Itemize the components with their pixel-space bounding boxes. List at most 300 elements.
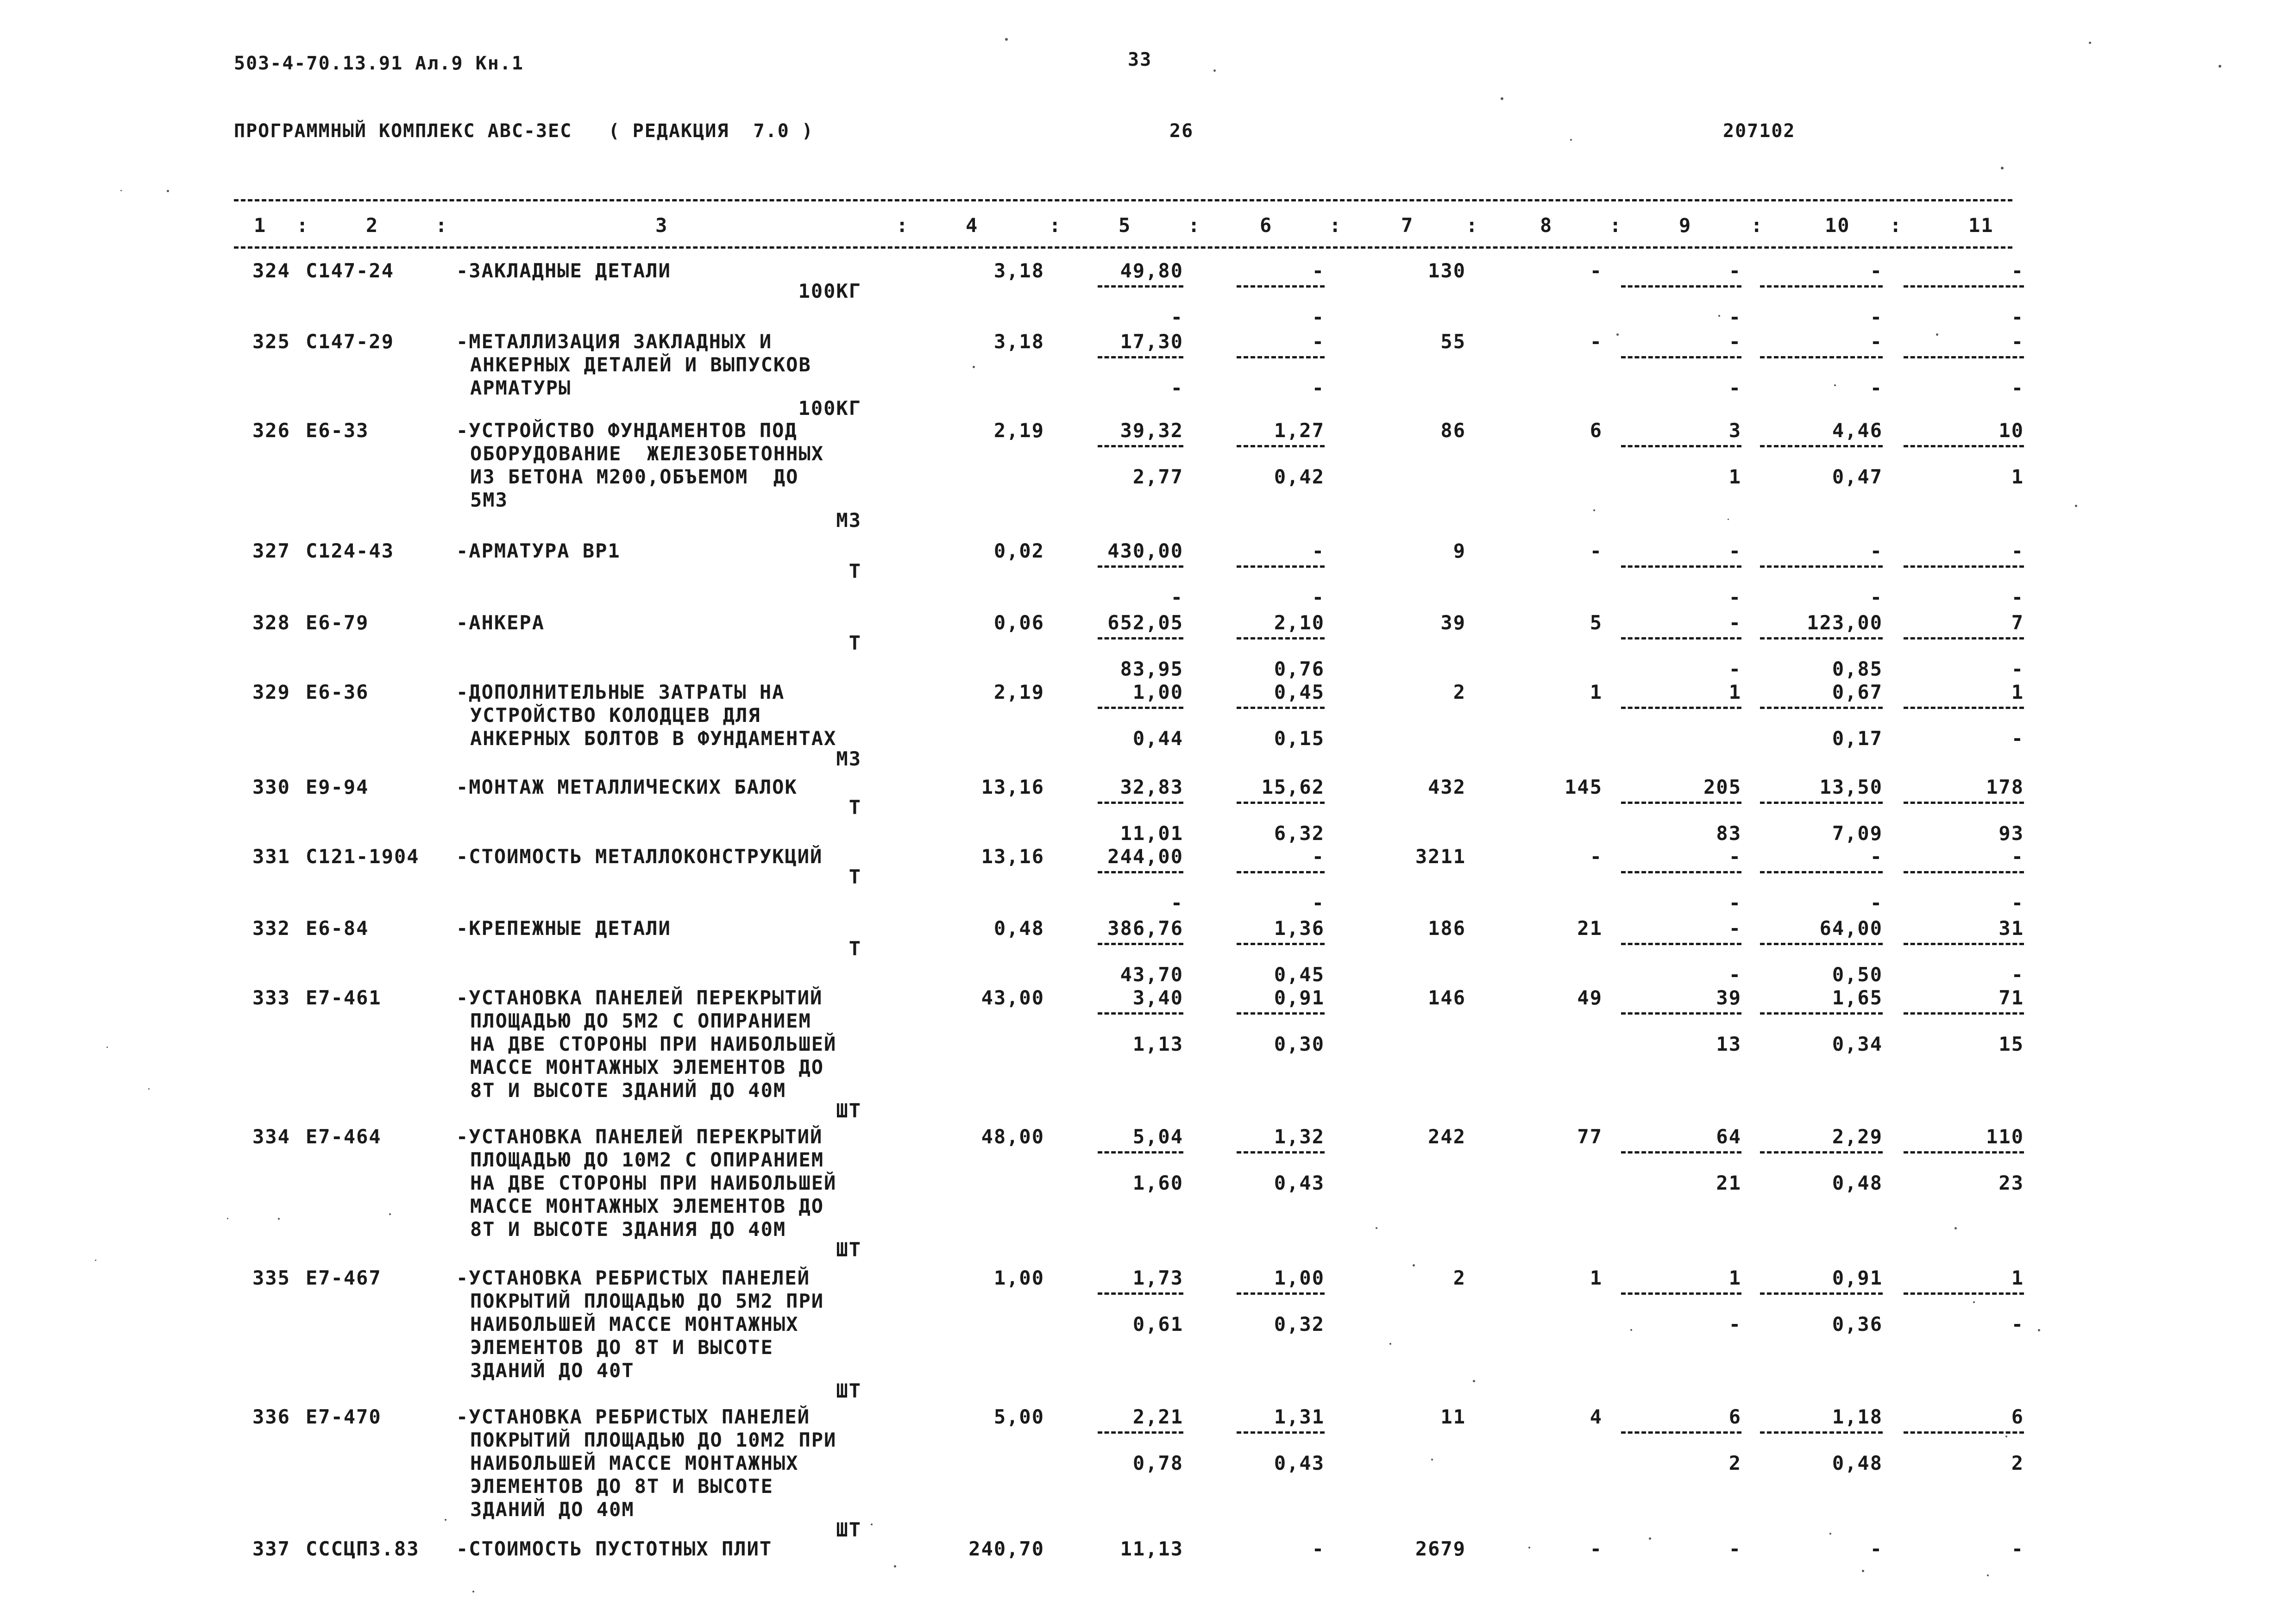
- table-header-rule: [234, 246, 2012, 249]
- cell-c5: 3,40: [1132, 986, 1183, 1009]
- cell-c8: 5: [1590, 611, 1603, 634]
- cell-c7: 9: [1453, 539, 1466, 562]
- column-number: 7: [1401, 214, 1414, 237]
- cell-c9-secondary: -: [1728, 963, 1741, 986]
- cell-c6: -: [1312, 330, 1325, 353]
- column-number: 9: [1679, 214, 1692, 237]
- scan-speck: [95, 1260, 96, 1261]
- scan-speck: [1213, 69, 1216, 72]
- scan-speck: [120, 190, 122, 191]
- cell-c5-secondary: -: [1170, 306, 1183, 328]
- cell-c9: -: [1728, 845, 1741, 868]
- row-description-line: -АРМАТУРА ВР1: [456, 539, 621, 562]
- row-code: Е6-84: [306, 917, 369, 940]
- cell-c10: 123,00: [1807, 611, 1883, 634]
- cell-c10: 1,18: [1832, 1405, 1883, 1428]
- cell-divider: [1237, 1012, 1325, 1015]
- cell-c9-secondary: 21: [1716, 1172, 1741, 1194]
- cell-c10: -: [1870, 539, 1883, 562]
- row-description-line: -КРЕПЕЖНЫЕ ДЕТАЛИ: [456, 917, 671, 940]
- cell-c11: -: [2011, 845, 2024, 868]
- column-separator: :: [1049, 214, 1062, 237]
- row-description-line: АНКЕРНЫХ ДЕТАЛЕЙ И ВЫПУСКОВ: [470, 353, 811, 376]
- row-description-line: ЗДАНИЙ ДО 40Т: [470, 1359, 635, 1382]
- cell-c6-secondary: 0,32: [1274, 1313, 1325, 1336]
- column-separator: :: [1751, 214, 1764, 237]
- scan-speck: [1862, 1570, 1864, 1572]
- row-description-line: -СТОИМОСТЬ ПУСТОТНЫХ ПЛИТ: [456, 1537, 773, 1560]
- row-description-line: ПОКРЫТИЙ ПЛОЩАДЬЮ ДО 10М2 ПРИ: [470, 1429, 837, 1451]
- cell-divider: [1904, 1151, 2024, 1154]
- scan-speck: [1389, 1343, 1391, 1345]
- row-description-line: -УСТАНОВКА ПАНЕЛЕЙ ПЕРЕКРЫТИЙ: [456, 1125, 823, 1148]
- cell-divider: [1098, 565, 1183, 568]
- row-code: Е7-464: [306, 1125, 382, 1148]
- page-number: 33: [1128, 49, 1152, 70]
- scan-speck: [2218, 65, 2221, 68]
- cell-c6: 15,62: [1261, 776, 1325, 798]
- row-description-line: АРМАТУРЫ: [470, 376, 572, 399]
- cell-c6-secondary: 0,15: [1274, 727, 1325, 750]
- scan-speck: [1528, 1547, 1530, 1549]
- cell-divider: [1098, 1151, 1183, 1154]
- row-code: Е7-461: [306, 986, 382, 1009]
- row-code: С121-1904: [306, 845, 420, 868]
- scan-speck: [1834, 384, 1836, 386]
- column-separator: :: [435, 214, 448, 237]
- cell-c8: 49: [1577, 986, 1603, 1009]
- row-number: 330: [252, 776, 290, 798]
- column-number: 3: [655, 214, 668, 237]
- cell-c6-secondary: 0,42: [1274, 465, 1325, 488]
- row-description-line: -УСТАНОВКА РЕБРИСТЫХ ПАНЕЛЕЙ: [456, 1267, 811, 1289]
- cell-c11-secondary: -: [2011, 658, 2024, 680]
- cell-c10: -: [1870, 845, 1883, 868]
- cell-c6-secondary: 0,43: [1274, 1452, 1325, 1474]
- cell-divider: [1098, 871, 1183, 873]
- cell-c9-secondary: -: [1728, 586, 1741, 608]
- cell-c5-secondary: 1,60: [1132, 1172, 1183, 1194]
- cell-c11-secondary: -: [2011, 1313, 2024, 1336]
- row-number: 335: [252, 1267, 290, 1289]
- cell-c8: -: [1590, 330, 1603, 353]
- cell-c10: 2,29: [1832, 1125, 1883, 1148]
- cell-divider: [1904, 802, 2024, 804]
- table-top-rule: [234, 199, 2012, 201]
- cell-c9: -: [1728, 917, 1741, 940]
- column-separator: :: [1188, 214, 1201, 237]
- row-description-line: 8Т И ВЫСОТЕ ЗДАНИЯ ДО 40М: [470, 1218, 786, 1241]
- cell-c11: 1: [2011, 1267, 2024, 1289]
- cell-divider: [1621, 1012, 1741, 1015]
- cell-divider: [1904, 356, 2024, 358]
- cell-divider: [1904, 871, 2024, 873]
- cell-c6: 0,45: [1274, 681, 1325, 703]
- cell-c9: -: [1728, 330, 1741, 353]
- cell-c7: 130: [1428, 259, 1466, 282]
- cell-c9: 3: [1728, 419, 1741, 442]
- cell-c5: 1,73: [1132, 1267, 1183, 1289]
- cell-c4: 13,16: [981, 845, 1044, 868]
- cell-divider: [1760, 1292, 1883, 1295]
- cell-c7: 146: [1428, 986, 1466, 1009]
- column-number: 6: [1260, 214, 1273, 237]
- cell-c5: 386,76: [1107, 917, 1183, 940]
- row-description-line: -АНКЕРА: [456, 611, 545, 634]
- scan-speck: [1936, 333, 1938, 336]
- cell-c5: 1,00: [1132, 681, 1183, 703]
- cell-c9-secondary: 83: [1716, 822, 1741, 845]
- cell-c4: 240,70: [968, 1537, 1044, 1560]
- cell-c11-secondary: 2: [2011, 1452, 2024, 1474]
- cell-c11-secondary: -: [2011, 891, 2024, 914]
- cell-c11: -: [2011, 539, 2024, 562]
- row-description-line: -МЕТАЛЛИЗАЦИЯ ЗАКЛАДНЫХ И: [456, 330, 773, 353]
- cell-c10: -: [1870, 259, 1883, 282]
- scan-speck: [1005, 38, 1008, 41]
- row-number: 325: [252, 330, 290, 353]
- cell-c5: 430,00: [1107, 539, 1183, 562]
- row-description-line: НАИБОЛЬШЕЙ МАССЕ МОНТАЖНЫХ: [470, 1313, 799, 1336]
- row-description-line: ПОКРЫТИЙ ПЛОЩАДЬЮ ДО 5М2 ПРИ: [470, 1290, 824, 1312]
- cell-divider: [1237, 871, 1325, 873]
- cell-divider: [1621, 871, 1741, 873]
- cell-divider: [1621, 802, 1741, 804]
- cell-divider: [1760, 802, 1883, 804]
- cell-c4: 48,00: [981, 1125, 1044, 1148]
- column-number: 8: [1540, 214, 1553, 237]
- cell-divider: [1760, 356, 1883, 358]
- cell-c11: 6: [2011, 1405, 2024, 1428]
- cell-divider: [1904, 1431, 2024, 1434]
- row-description-line: ОБОРУДОВАНИЕ ЖЕЛЕЗОБЕТОННЫХ: [470, 442, 824, 465]
- cell-c6: -: [1312, 259, 1325, 282]
- column-number: 4: [966, 214, 979, 237]
- cell-c10: 4,46: [1832, 419, 1883, 442]
- cell-divider: [1237, 445, 1325, 447]
- cell-c10: -: [1870, 330, 1883, 353]
- row-code: СССЦП3.83: [306, 1537, 420, 1560]
- row-code: С147-29: [306, 330, 395, 353]
- cell-c5: 49,80: [1120, 259, 1183, 282]
- cell-c6-secondary: 0,30: [1274, 1033, 1325, 1055]
- cell-c5-secondary: 43,70: [1120, 963, 1183, 986]
- scan-speck: [894, 1565, 896, 1568]
- cell-c9: 39: [1716, 986, 1741, 1009]
- cell-c9: 64: [1716, 1125, 1741, 1148]
- cell-c11-secondary: 15: [1998, 1033, 2024, 1055]
- cell-divider: [1760, 943, 1883, 945]
- row-unit: ШТ: [836, 1379, 861, 1402]
- cell-c9: -: [1728, 539, 1741, 562]
- column-separator: :: [296, 214, 309, 237]
- cell-c10-secondary: 0,50: [1832, 963, 1883, 986]
- cell-divider: [1098, 1431, 1183, 1434]
- cell-c4: 1,00: [993, 1267, 1044, 1289]
- cell-divider: [1098, 707, 1183, 709]
- document-number: 207102: [1723, 120, 1796, 142]
- scan-speck: [2075, 505, 2077, 507]
- row-number: 328: [252, 611, 290, 634]
- cell-c5-secondary: 2,77: [1132, 465, 1183, 488]
- row-number: 337: [252, 1537, 290, 1560]
- row-number: 324: [252, 259, 290, 282]
- column-separator: :: [1609, 214, 1622, 237]
- cell-c11: 7: [2011, 611, 2024, 634]
- cell-c10-secondary: -: [1870, 891, 1883, 914]
- column-number: 2: [366, 214, 379, 237]
- row-description-line: -ДОПОЛНИТЕЛЬНЫЕ ЗАТРАТЫ НА: [456, 681, 785, 703]
- cell-c8: 6: [1590, 419, 1603, 442]
- cell-c7: 186: [1428, 917, 1466, 940]
- cell-c10: 1,65: [1832, 986, 1883, 1009]
- cell-c11: 110: [1986, 1125, 2024, 1148]
- cell-c6: -: [1312, 845, 1325, 868]
- scan-speck: [1570, 139, 1572, 141]
- cell-c5-secondary: 0,78: [1132, 1452, 1183, 1474]
- cell-divider: [1904, 707, 2024, 709]
- column-number: 5: [1119, 214, 1131, 237]
- cell-c10-secondary: 0,34: [1832, 1033, 1883, 1055]
- scan-speck: [472, 1591, 474, 1593]
- cell-divider: [1904, 1292, 2024, 1295]
- cell-divider: [1760, 1431, 1883, 1434]
- scan-speck: [1649, 1537, 1651, 1540]
- cell-c6: -: [1312, 539, 1325, 562]
- cell-divider: [1760, 445, 1883, 447]
- cell-divider: [1621, 356, 1741, 358]
- cell-c10-secondary: 0,36: [1832, 1313, 1883, 1336]
- row-code: С124-43: [306, 539, 395, 562]
- cell-c10-secondary: 0,47: [1832, 465, 1883, 488]
- cell-divider: [1237, 565, 1325, 568]
- cell-c4: 2,19: [993, 419, 1044, 442]
- cell-divider: [1621, 1431, 1741, 1434]
- cell-c11-secondary: -: [2011, 727, 2024, 750]
- cell-divider: [1621, 943, 1741, 945]
- cell-c5: 11,13: [1120, 1537, 1183, 1560]
- row-description-line: НА ДВЕ СТОРОНЫ ПРИ НАИБОЛЬШЕЙ: [470, 1033, 837, 1055]
- scan-speck: [1473, 1380, 1475, 1382]
- row-description-line: ПЛОЩАДЬЮ ДО 5М2 С ОПИРАНИЕМ: [470, 1010, 811, 1032]
- cell-c6-secondary: 6,32: [1274, 822, 1325, 845]
- cell-c10: -: [1870, 1537, 1883, 1560]
- cell-c6-secondary: -: [1312, 891, 1325, 914]
- cell-c10-secondary: -: [1870, 376, 1883, 399]
- cell-c6: 1,36: [1274, 917, 1325, 940]
- cell-divider: [1237, 285, 1325, 288]
- cell-divider: [1098, 285, 1183, 288]
- row-number: 332: [252, 917, 290, 940]
- cell-c11-secondary: -: [2011, 376, 2024, 399]
- scan-speck: [1431, 1459, 1433, 1461]
- row-description-line: АНКЕРНЫХ БОЛТОВ В ФУНДАМЕНТАХ: [470, 727, 837, 750]
- scan-speck: [1829, 1533, 1831, 1535]
- cell-c10-secondary: 0,17: [1832, 727, 1883, 750]
- row-number: 336: [252, 1405, 290, 1428]
- cell-divider: [1237, 707, 1325, 709]
- program-title: ПРОГРАММНЫЙ КОМПЛЕКС АВС-3ЕС ( РЕДАКЦИЯ 7.0 ): [234, 120, 814, 142]
- cell-c11: 10: [1998, 419, 2024, 442]
- row-unit: М3: [836, 509, 861, 532]
- cell-divider: [1621, 1292, 1741, 1295]
- row-code: Е9-94: [306, 776, 369, 798]
- cell-c5-secondary: 1,13: [1132, 1033, 1183, 1055]
- cell-c7: 432: [1428, 776, 1466, 798]
- cell-c5: 652,05: [1107, 611, 1183, 634]
- cell-c11: 178: [1986, 776, 2024, 798]
- row-number: 331: [252, 845, 290, 868]
- cell-c11-secondary: 23: [1998, 1172, 2024, 1194]
- column-number: 11: [1968, 214, 1994, 237]
- scan-speck: [2005, 1436, 2007, 1437]
- cell-c9-secondary: -: [1728, 306, 1741, 328]
- row-unit: Т: [848, 865, 861, 888]
- cell-divider: [1904, 285, 2024, 288]
- cell-c6: 0,91: [1274, 986, 1325, 1009]
- scan-speck: [1718, 315, 1720, 317]
- row-number: 326: [252, 419, 290, 442]
- scan-speck: [2089, 42, 2091, 44]
- cell-c9: 1: [1728, 1267, 1741, 1289]
- cell-c9: -: [1728, 611, 1741, 634]
- cell-c7: 39: [1440, 611, 1466, 634]
- scan-speck: [1501, 97, 1503, 100]
- cell-c10-secondary: 7,09: [1832, 822, 1883, 845]
- scan-speck: [445, 1519, 446, 1521]
- cell-divider: [1904, 445, 2024, 447]
- column-separator: :: [1329, 214, 1342, 237]
- cell-divider: [1621, 285, 1741, 288]
- cell-divider: [1237, 1151, 1325, 1154]
- cell-c9: -: [1728, 259, 1741, 282]
- cell-c10: 0,91: [1832, 1267, 1883, 1289]
- cell-c6-secondary: 0,43: [1274, 1172, 1325, 1194]
- row-description-line: УСТРОЙСТВО КОЛОДЦЕВ ДЛЯ: [470, 704, 761, 727]
- document-code: 503-4-70.13.91 Ал.9 Кн.1: [234, 53, 524, 74]
- scan-speck: [107, 1047, 108, 1048]
- cell-divider: [1760, 565, 1883, 568]
- cell-c7: 86: [1440, 419, 1466, 442]
- scan-speck: [2001, 167, 2004, 169]
- cell-c10: 64,00: [1819, 917, 1883, 940]
- cell-c9-secondary: 2: [1728, 1452, 1741, 1474]
- cell-c8: 1: [1590, 681, 1603, 703]
- row-code: Е7-470: [306, 1405, 382, 1428]
- cell-c8: -: [1590, 259, 1603, 282]
- row-code: Е7-467: [306, 1267, 382, 1289]
- cell-c4: 0,06: [993, 611, 1044, 634]
- cell-c11: 71: [1998, 986, 2024, 1009]
- row-unit: ШТ: [836, 1238, 861, 1261]
- column-separator: :: [896, 214, 909, 237]
- row-description-line: ЭЛЕМЕНТОВ ДО 8Т И ВЫСОТЕ: [470, 1336, 773, 1359]
- cell-c8: -: [1590, 1537, 1603, 1560]
- row-unit: ШТ: [836, 1518, 861, 1541]
- cell-divider: [1621, 707, 1741, 709]
- cell-c5-secondary: 0,44: [1132, 727, 1183, 750]
- cell-c7: 11: [1440, 1405, 1466, 1428]
- cell-c7: 3211: [1415, 845, 1466, 868]
- row-unit: Т: [848, 937, 861, 960]
- scan-speck: [1376, 1227, 1377, 1229]
- cell-c8: 77: [1577, 1125, 1603, 1148]
- column-number: 10: [1825, 214, 1850, 237]
- row-unit: М3: [836, 747, 861, 770]
- row-unit: Т: [848, 560, 861, 583]
- row-unit: ШТ: [836, 1099, 861, 1122]
- cell-divider: [1760, 285, 1883, 288]
- row-code: Е6-79: [306, 611, 369, 634]
- cell-c11: -: [2011, 259, 2024, 282]
- row-description-line: -УСТАНОВКА ПАНЕЛЕЙ ПЕРЕКРЫТИЙ: [456, 986, 823, 1009]
- scan-speck: [148, 1088, 150, 1090]
- cell-c9-secondary: -: [1728, 1313, 1741, 1336]
- cell-c10-secondary: -: [1870, 586, 1883, 608]
- scan-speck: [1973, 1301, 1975, 1303]
- scan-speck: [227, 1218, 228, 1219]
- cell-divider: [1237, 802, 1325, 804]
- row-unit: 100КГ: [798, 280, 861, 302]
- scan-speck: [1987, 1574, 1989, 1576]
- cell-c9-secondary: -: [1728, 891, 1741, 914]
- cell-c9-secondary: -: [1728, 658, 1741, 680]
- cell-divider: [1237, 637, 1325, 640]
- cell-divider: [1098, 943, 1183, 945]
- cell-c11: -: [2011, 1537, 2024, 1560]
- row-code: Е6-36: [306, 681, 369, 703]
- scan-speck: [1954, 1227, 1957, 1229]
- row-unit: 100КГ: [798, 397, 861, 420]
- scan-speck: [1728, 519, 1729, 520]
- cell-c10: 0,67: [1832, 681, 1883, 703]
- cell-c8: -: [1590, 845, 1603, 868]
- row-unit: Т: [848, 632, 861, 654]
- cell-c6: 1,31: [1274, 1405, 1325, 1428]
- cell-c5-secondary: 11,01: [1120, 822, 1183, 845]
- row-number: 329: [252, 681, 290, 703]
- scan-speck: [2038, 1329, 2040, 1331]
- cell-c4: 2,19: [993, 681, 1044, 703]
- cell-divider: [1904, 565, 2024, 568]
- row-code: С147-24: [306, 259, 395, 282]
- cell-divider: [1904, 1012, 2024, 1015]
- cell-c11-secondary: -: [2011, 306, 2024, 328]
- row-description-line: 8Т И ВЫСОТЕ ЗДАНИЙ ДО 40М: [470, 1079, 786, 1102]
- cell-c11: -: [2011, 330, 2024, 353]
- cell-c6: 1,32: [1274, 1125, 1325, 1148]
- cell-divider: [1237, 1292, 1325, 1295]
- cell-c4: 43,00: [981, 986, 1044, 1009]
- cell-c5-secondary: 0,61: [1132, 1313, 1183, 1336]
- cell-c8: 145: [1565, 776, 1603, 798]
- cell-c9: 6: [1728, 1405, 1741, 1428]
- column-separator: :: [1466, 214, 1479, 237]
- cell-divider: [1098, 445, 1183, 447]
- cell-divider: [1237, 943, 1325, 945]
- row-description-line: -МОНТАЖ МЕТАЛЛИЧЕСКИХ БАЛОК: [456, 776, 798, 798]
- cell-c8: 4: [1590, 1405, 1603, 1428]
- cell-c11: 31: [1998, 917, 2024, 940]
- cell-c5: 244,00: [1107, 845, 1183, 868]
- cell-c4: 3,18: [993, 259, 1044, 282]
- row-number: 333: [252, 986, 290, 1009]
- cell-divider: [1098, 1012, 1183, 1015]
- column-separator: :: [1890, 214, 1903, 237]
- scan-speck: [1413, 1264, 1415, 1267]
- scan-speck: [871, 1524, 873, 1525]
- row-description-line: ЗДАНИЙ ДО 40М: [470, 1498, 635, 1521]
